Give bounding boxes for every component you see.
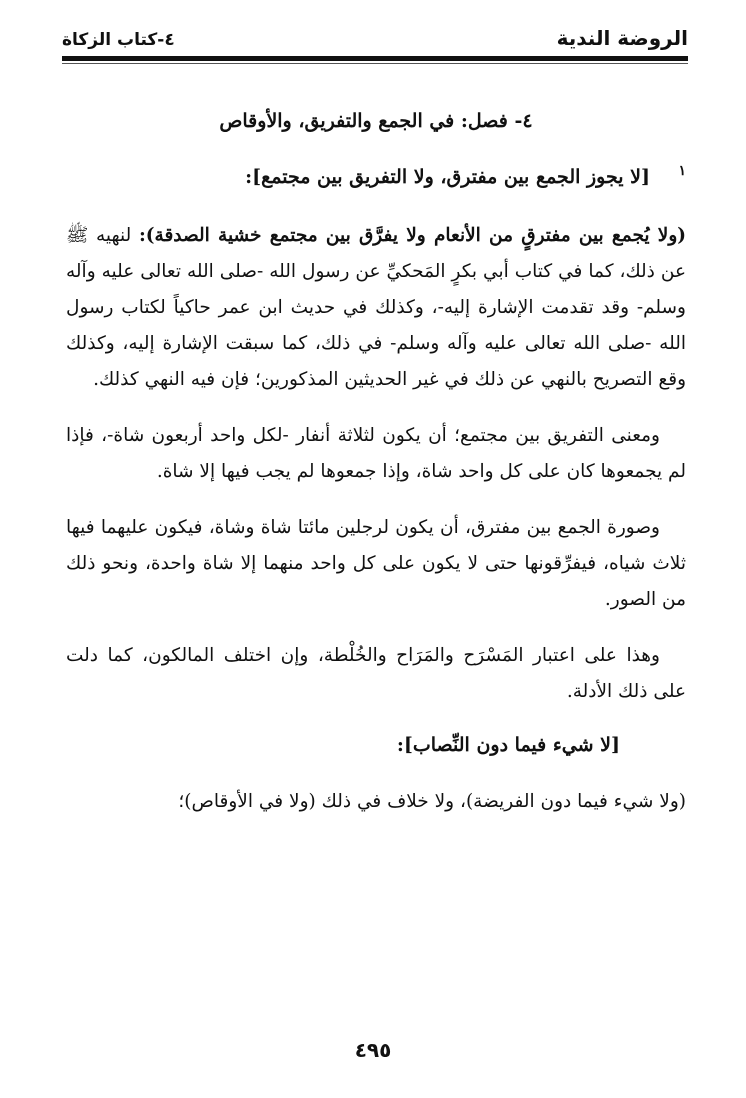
- matn-text-1: [لا يجوز الجمع بين مفترق، ولا التفريق بين مجتمع]:: [245, 166, 650, 188]
- paragraph-2: ومعنى التفريق بين مجتمع؛ أن يكون لثلاثة أنفار -لكل واحد أربعون شاة-، فإذا لم يجمعوها كان على كل واحد شاة، وإذا جمعوها لم يجب فيها إلا شاة.: [66, 425, 686, 482]
- paragraph-5: (ولا شيء فيما دون الفريضة)، ولا خلاف في ذلك (ولا في الأوقاص)؛: [178, 791, 686, 812]
- page-body: [66, 98, 686, 840]
- header-rule: [62, 56, 688, 61]
- note-mark: ١: [678, 163, 686, 179]
- page-number: ٤٩٥: [354, 1038, 392, 1062]
- paragraph-3: وصورة الجمع بين مفترق، أن يكون لرجلين مائتا شاة وشاة، فيكون عليهما فيها ثلاث شياه، فيفرِّقونها حتى لا يكون على كل واحد منهما إلا شاة واحدة، ونحو ذلك من الصور.: [66, 517, 686, 610]
- chapter-title: ٤-كتاب الزكاة: [62, 30, 175, 50]
- matn-line-2: [لا شيء فيما دون النِّصاب]:: [396, 734, 620, 756]
- header-rule-thin: [62, 63, 688, 64]
- book-title: الروضة الندية: [556, 26, 688, 50]
- section-title: ٤- فصل: في الجمع والتفريق، والأوقاص: [219, 110, 533, 132]
- matn-line-1: [66, 162, 686, 192]
- paragraph-4: وهذا على اعتبار المَسْرَح والمَرَاح والخُلْطة، وإن اختلف المالكون، كما دلت على ذلك الأدلة.: [66, 645, 686, 702]
- running-header: [62, 22, 688, 56]
- paragraph-1-bold: (ولا يُجمع بين مفترقٍ من الأنعام ولا يفرَّق بين مجتمع خشية الصدقة):: [138, 225, 687, 246]
- paragraph-1: [66, 218, 686, 398]
- paragraph-1-text: لنهيه ﷺ عن ذلك، كما في كتاب أبي بكرٍ المَحكيِّ عن رسول الله -صلى الله تعالى عليه وآله وسلم- وقد تقدمت الإشارة إليه-، وكذلك في حديث ابن عمر حاكياً لكتاب رسول الله -صلى الله تعالى عليه وآله وسلم- في ذلك، كما سبقت الإشارة إليه، وكذلك وقع التصريح بالنهي عن ذلك في غير الحديثين المذكورين؛ فإن فيه النهي كذلك.: [66, 225, 686, 390]
